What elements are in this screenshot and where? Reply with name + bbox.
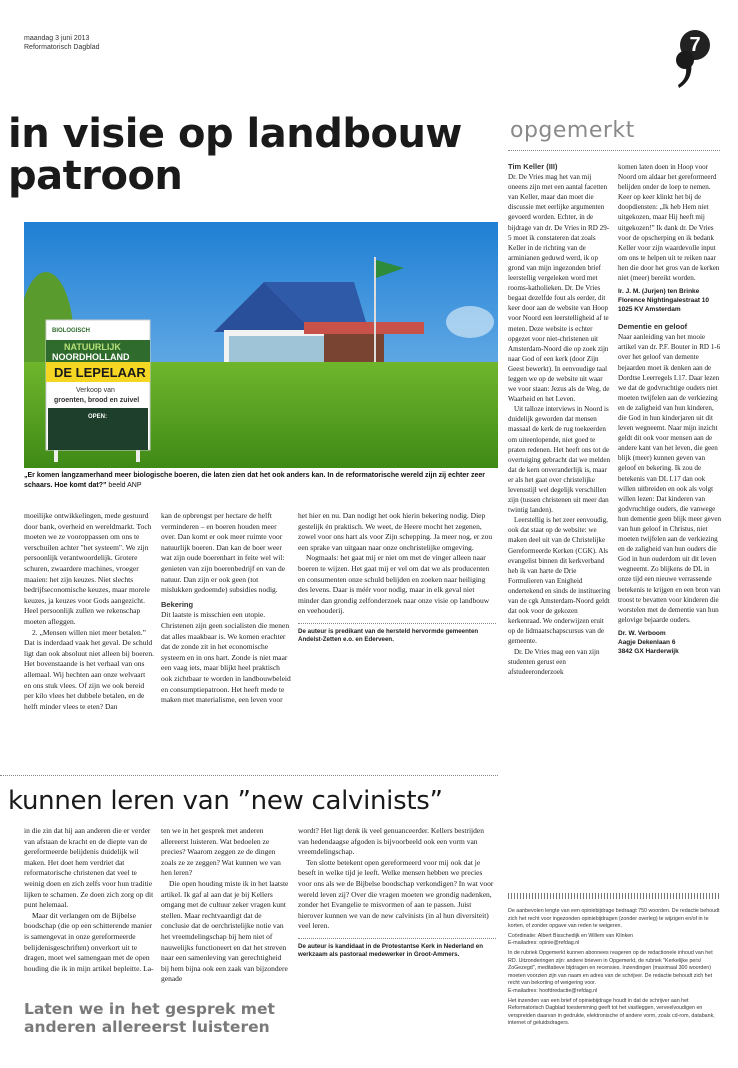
article2-column1	[24, 826, 154, 974]
footer-paragraph: E-mailadres: hoofdredactie@refdag.nl	[508, 987, 598, 994]
signature-line: 3842 GX Harderwijk	[618, 647, 679, 655]
paragraph: moeilijke ontwikkelingen, mede gestuurd door bank, overheid en wereldmarkt. Toch moeten we ze vooroppassen om ons te verschuilen achter "het systeem". We zijn persoonlijk verantwoordelijk. Grotere schuren, zwaardere machines, vroeger maaien: het zijn keuzes. Niet slechts bedrijfseconomische keuzes, maar morele keuzes, ja keuzes voor Gods aangezicht. Heel persoonlijk zullen we rekenschap moeten afleggen.	[24, 511, 152, 626]
divider	[298, 623, 496, 624]
photo-caption	[24, 471, 498, 491]
article1-column1	[24, 511, 154, 712]
signature-line: 1025 KV Amsterdam	[618, 306, 681, 314]
sign-open: OPEN:	[88, 414, 108, 420]
paragraph: wordt? Het ligt denk ik veel genuanceerder. Kellers bestrijden van hedendaagse afgoden is bijvoorbeeld ook een vorm van vreemdelingschap.	[298, 826, 484, 857]
paragraph: Leerstellig is het zeer eenvoudig, ook dat staat op de website: we maken deel uit van de Christelijke Gereformeerde Kerken (CGK). Als evangelist binnen dit kerkverband heb ik van harte de Drie Formulieren van Enigheid ondertekend en sinds de instituering van de cgk Amsterdam-Noord geldt dat ook voor de gekozen kerkenraad. We onderwijzen eruit op de lidmaatschapscursus van de gemeente.	[508, 516, 611, 646]
sign-name: DE LEPELAAR	[54, 365, 146, 380]
letter1-subhead: Tim Keller (III)	[508, 162, 558, 171]
sign-biologisch: BIOLOGISCH	[52, 328, 91, 334]
sign-brand1: NATUURLIJK	[64, 342, 121, 352]
signature-line: Dr. W. Verboom	[618, 629, 666, 637]
letter2-signature	[618, 629, 722, 656]
paragraph: kan de opbrengst per hectare de helft verminderen – en boeren houden meer over. Dan komt er ook meer ruimte voor natuurlijk boeren. Dan kan de boer weer wat zijn oude boerenhart in feite wel wil: genieten van zijn boerenbedrijf en van de natuur. Dan zijn er ook geen (tot mislukken gedoemde) subsidies nodig.	[161, 511, 286, 595]
caption-credit: beeld ANP	[108, 482, 142, 489]
page-number: 7	[680, 30, 710, 60]
letter2-subhead: Dementie en geloof	[618, 322, 688, 332]
article1-column3	[298, 511, 496, 645]
sign-brand2: NOORDHOLLAND	[52, 352, 130, 362]
footer-paragraph: Het inzenden van een brief of opiniebijdrage houdt in dat de schrijver aan het Reformatorisch Dagblad toestemming geeft tot het vastleggen, verveelvoudigen en verspreiden daarvan in gedrukte, elektronische of andere vorm, zoals cd-rom, databank, internet of geluidsdragers.	[508, 997, 715, 1027]
comma-ornament-icon	[674, 50, 696, 90]
masthead-date: maandag 3 juni 2013	[24, 35, 90, 42]
headline-top	[8, 113, 462, 197]
divider	[298, 938, 496, 939]
headline-top-line1: in visie op landbouw	[8, 111, 462, 157]
letter1-column-b	[618, 162, 722, 656]
sidebar-footer	[508, 908, 720, 1028]
sidebar-title: opgemerkt	[510, 118, 635, 143]
paragraph: Maar dit verlangen om de Bijbelse boodschap (die op een schitterende manier is samengevat in onze gereformeerde belijdenisgeschriften) onverkort uit te dragen, moet wel samengaan met de open houding die ik in mijn artikel bepleitte. La-	[24, 910, 154, 973]
farm-shop-illustration	[24, 222, 498, 468]
pullquote: Laten we in het gesprek met anderen allereerst luisteren	[24, 1000, 275, 1036]
masthead	[24, 34, 99, 52]
article-photo	[24, 222, 498, 468]
footer-rule	[508, 893, 720, 899]
paragraph: Dr. De Vries mag een van zijn studenten gerust een afstudeeronderzoek	[508, 647, 600, 676]
paragraph: Die open houding miste ik in het laatste artikel. Ik gaf al aan dat je bij Kellers omgang met de cultuur zeker vragen kunt stellen. Maar rechtvaardigt dat de conclusie dat de oerchristelijke notie van het vreemdelingschap bij hem niet of nauwelijks functioneert en dat het streven naar een samenleving van gerechtigheid bij hem bijna ook een zaak van bijzondere genade	[161, 878, 289, 984]
paragraph: komen laten doen in Hoop voor Noord om aldaar het gereformeerd belijden onder de loep te nemen. Keer op keer klinkt het bij de doopdiensten: „Ik heb Hem niet uitgekozen, maar Hij heeft mij uitgekozen!” Ik dank dr. De Vries voor de opscherping en ik bedank Keller voor zijn waardevolle input om ons te helpen uit te reiken naar hen die door het gros van de kerken niet (meer) bereikt worden.	[618, 163, 720, 283]
signature-line: Florence Nightingalestraat 10	[618, 297, 710, 305]
footer-paragraph: In de rubriek Opgemerkt kunnen abonnees reageren op de redactionele inhoud van het RD. Uitzonderingen zijn: andere brieven in Opgemerkt, de rubriek "Kerkelijke pers/ ZoGezegd", meditatieve bijdragen en recensies. Inzendingen (maximaal 300 woorden) moeten voorzien zijn van naam en adres van de schrijver. De redactie behoudt zich het recht van bekorting of weigering voor.	[508, 949, 713, 987]
section-divider	[0, 775, 498, 776]
headline-top-line2: patroon	[8, 153, 183, 199]
sidebar-divider	[508, 150, 720, 151]
headline-bottom: kunnen leren van ”new calvinists”	[8, 786, 443, 816]
signature-line: Ir. J. M. (Jurjen) ten Brinke	[618, 288, 700, 296]
paragraph: Uit talloze interviews in Noord is duidelijk geworden dat mensen massaal de kerk de rug toekeerden om uiteenlopende, niet goed te praten redenen. Het heeft ons tot de overtuiging gebracht dat we melden dat de kern onveranderlijk is, maar er als het gaat over christelijke levensstijl wel degelijk verschillen zijn (tussen christenen uit meer dan twintig landen).	[508, 405, 611, 515]
author-note-1: De auteur is predikant van de hersteld hervormde gemeenten Andelst-Zetten e.o. en Ederveen.	[298, 627, 479, 644]
article2-column3	[298, 826, 496, 960]
masthead-paper: Reformatorisch Dagblad	[24, 44, 100, 51]
footer-paragraph: E-mailadres: opinie@refdag.nl	[508, 940, 580, 947]
signature-line: Aagje Dekenlaan 6	[618, 638, 676, 646]
article1-column2	[161, 511, 291, 706]
author-note-2: De auteur is kandidaat in de Protestantse Kerk in Nederland en werkzaam als pastoraal medewerker in Groot-Ammers.	[298, 942, 483, 959]
caption-text: „Er komen langzamerhand meer biologische boeren, die laten zien dat het ook anders kan. In de reformatorische wereld zijn zij echter zeer schaars. Hoe komt dat?”	[24, 472, 485, 489]
paragraph: 2. „Mensen willen niet meer betalen.” Dat is inderdaad vaak het geval. De schuld ligt dan ook absoluut niet alleen bij boeren. Het bovenstaande is het verhaal van ons allemaal. Wij hechten aan onze welvaart en ons stuk vlees. Of zijn we ook bereid per kilo vlees het dubbele betalen, en de helft minder vlees te eten? Dan	[24, 627, 154, 711]
paragraph: Dr. De Vries mag het van mij oneens zijn met een aantal facetten van Keller, maar dan moet die discussie met eerlijke argumenten gevoerd worden. Echter, in de bijdrage van dr. De Vries in RD 29-5 moet ik constateren dat zoals Keller in de richting van de arminianen geduwd werd, ik op grond van mijn ingezonden brief leerstellig vergeleken word met rooms-katholieken. Dr. De Vries begaat dezelfde fout als eerder, dit keer door aan de website van Hoop voor Noord een leerstelligheid af te meten. Deze website is echter opgezet voor niet-christenen uit Amsterdam-Noord die op zoek zijn naar God of een kerk (door Zijn Geest bewerkt). In eenvoudige taal leggen we op de website uit waar we voor staan: Jezus als de Weg, de Waarheid en het Leven.	[508, 173, 610, 404]
subhead-bekering: Bekering	[161, 599, 194, 609]
paragraph: in die zin dat hij aan anderen die er verder van afstaan de kracht en de diepte van de gereformeerde belijdenis duidelijk wil maken. Het doet hem verdriet dat reformatorische christenen dat veel te weinig doen en zich zelfs voor hun traditie lijken te schamen. Ze doen zich zorg op dit punt helemaal.	[24, 826, 154, 910]
sign-sub1: Verkoop van	[76, 387, 115, 394]
paragraph: ten we in het gesprek met anderen allereerst luisteren. Wat bedoelen ze precies? Waarom zeggen ze de dingen zoals ze ze zeggen? Wat kunnen we van hen leren?	[161, 826, 281, 878]
letter1-column-a	[508, 162, 612, 677]
sign-sub2: groenten, brood en zuivel	[54, 397, 140, 404]
paragraph: Dit laatste is misschien een utopie. Christenen zijn geen socialisten die menen dat alles maakbaar is. We komen erachter dat de zonde zit in het economische systeem en in ons hart. Zonde is niet maar een vaag iets, maar blijkt heel praktisch ook zichtbaar te worden in landbouwbeleid en consumptiepatroon. Het heeft mede te maken met materialisme, een leven voor	[161, 610, 291, 705]
article2-column2	[161, 826, 291, 985]
footer-paragraph: De aanbevolen lengte van een opiniebijdrage bedraagt 750 woorden. De redactie behoudt zich het recht voor ingezonden opiniebijdragen (zonder overleg) te wijzigen en/of in te korten, of zonder opgave van reden te weigeren.	[508, 908, 720, 930]
footer-paragraph: Coördinatie: Albert Bisschedijk en Willem van Klinken	[508, 932, 634, 939]
paragraph: Naar aanleiding van het mooie artikel van dr. P.F. Bouter in RD 1-6 over het geloof van demente bejaarden moet ik denken aan de Dordtse Leerregels I.17. Daar lezen we dat de godvruchtige ouders niet moeten twijfelen aan de verkiezing en de zaligheid van hun kinderen, die God in hun kinderjaren uit dit leven wegneemt. Naar mijn inzicht geldt dit ook voor mensen aan de andere kant van het leven, die geen blijk (meer) kunnen geven van geloof en bekering. Ik zou de betekenis van DL I.17 dan ook willen uitbreiden en ook als volgt willen lezen: Dat kinderen van godvruchtige ouders, die vanwege hun dementie geen blijk meer geven van hun geloof in Christus, niet moeten twijfelen aan de verkiezing en de zaligheid van hun ouders die God in hun ouderdom uit dit leven wegneemt. Zo blijkens de DL in onze tijd een nieuwe verrassende betekenis te krijgen en een bron van troost te bevatten voor kinderen die worstelen met de dementie van hun gelovige bejaarde ouders.	[618, 333, 722, 624]
paragraph: Nogmaals: het gaat mij er niet om met de vinger alleen naar boeren te wijzen. Het gaat mij er vel om dat we als producenten en consumenten onze schuld belijden en zoeken naar heiliging des levens. Daar is méér voor nodig, maar in elk geval niet minder dan grondig zelfonderzoek naar onze visie op landbouw en veehouderij.	[298, 553, 490, 616]
paragraph: Ten slotte betekent open gereformeerd voor mij ook dat je beseft in welke tijd je leeft. Welke mensen hebben we precies voor ons als we de Bijbelse boodschap verkondigen? In wat voor wereld leven zij? Over die vragen moeten we grondig nadenken, zonder het Evangelie te misvormen of aan te passen. Juist hierover kunnen we van de new calvinists (in al hun diversiteit) veel leren.	[298, 857, 494, 931]
letter1-signature	[618, 287, 722, 314]
paragraph: het hier en nu. Dan nodigt het ook hierin bekering nodig. Diep gestelijk én praktisch. We weet, de Heere mocht het zegenen, zowel voor ons hart als voor Zijn schepping. Ja meer nog, er zou een sprake van uitgaan naar onze onchristelijke omgeving.	[298, 511, 493, 552]
